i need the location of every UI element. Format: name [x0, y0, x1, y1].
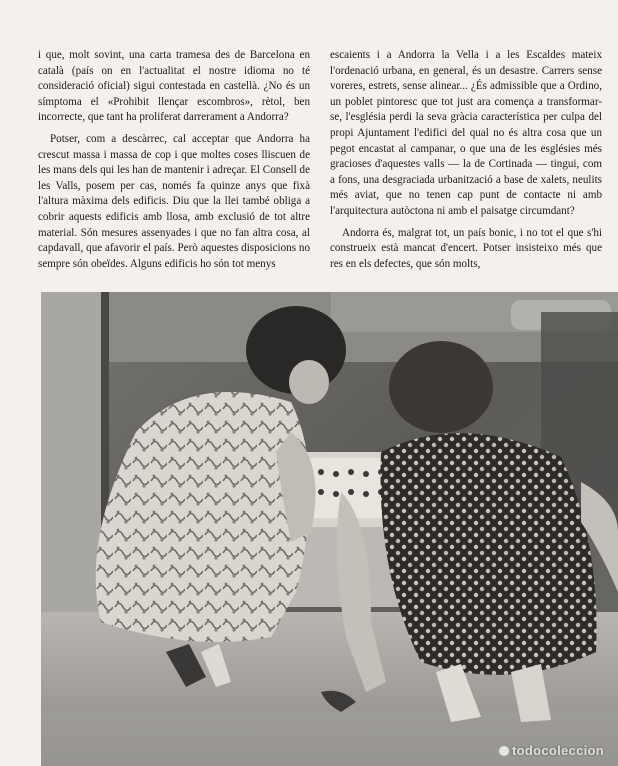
- photo-illustration: [41, 292, 618, 766]
- paragraph: escaients i a Andorra la Vella i a les Escaldes mateix l'ordenació urbana, en general, és un desastre. Carrers sense voreres, estrets, sense alinear... ¿És admissible que a Ordino, un poblet pintoresc que tot just ara comença a transformar-se, l'església perdi la seva gràcia característica per culpa del propi Ajuntament l'edifici del qual no és altra cosa que un pegot encastat al campanar, o que una de les esglésies més gracioses d'aquestes valls — la de Cortinada — tingui, com a fons, una desgraciada urbanització a base de xalets, neulits més aviat, que no tenen cap punt de contacte ni amb l'arquitectura autòctona ni amb el paisatge circumdant?: [330, 49, 602, 217]
- right-text-column: [330, 48, 602, 278]
- paragraph: Potser, com a descàrrec, cal acceptar que Andorra ha crescut massa i massa de cop i que moltes coses lliscuen de les mans dels qui les han de mantenir i adreçar. El Consell de les Valls, posem per cas, només fa quinze anys que fixà l'altura màxima dels edificis. Diu que la llei també obliga a cobrir aquests edificis amb llosa, amb exclusió de tot altre material. Són mesures assenyades i que no fan altra cosa, al capdavall, que afavorir el país. Però aquestes disposicions no sempre són obeïdes. Alguns edificis ho són tot menys: [38, 132, 310, 270]
- paragraph: i que, molt sovint, una carta tramesa des de Barcelona en català (país on en l'actualitat el nostre idioma no té consideració oficial) sigui contestada en castellà. ¿No és un símptoma el «Prohibit llençar escombros», rètol, ben incorrecte, que tant ha proliferat darrerament a Andorra?: [38, 49, 310, 124]
- watermark-dot-icon: [499, 746, 509, 756]
- shop-window-photo: [41, 292, 618, 766]
- watermark-text: todocoleccion: [511, 743, 604, 758]
- paragraph: Andorra és, malgrat tot, un país bonic, i no tot el que s'hi construeix està mancat d'encert. Potser insisteixo més que res en els defectes, que són molts,: [330, 226, 602, 270]
- left-text-column: [38, 48, 310, 278]
- watermark-logo: [499, 743, 604, 758]
